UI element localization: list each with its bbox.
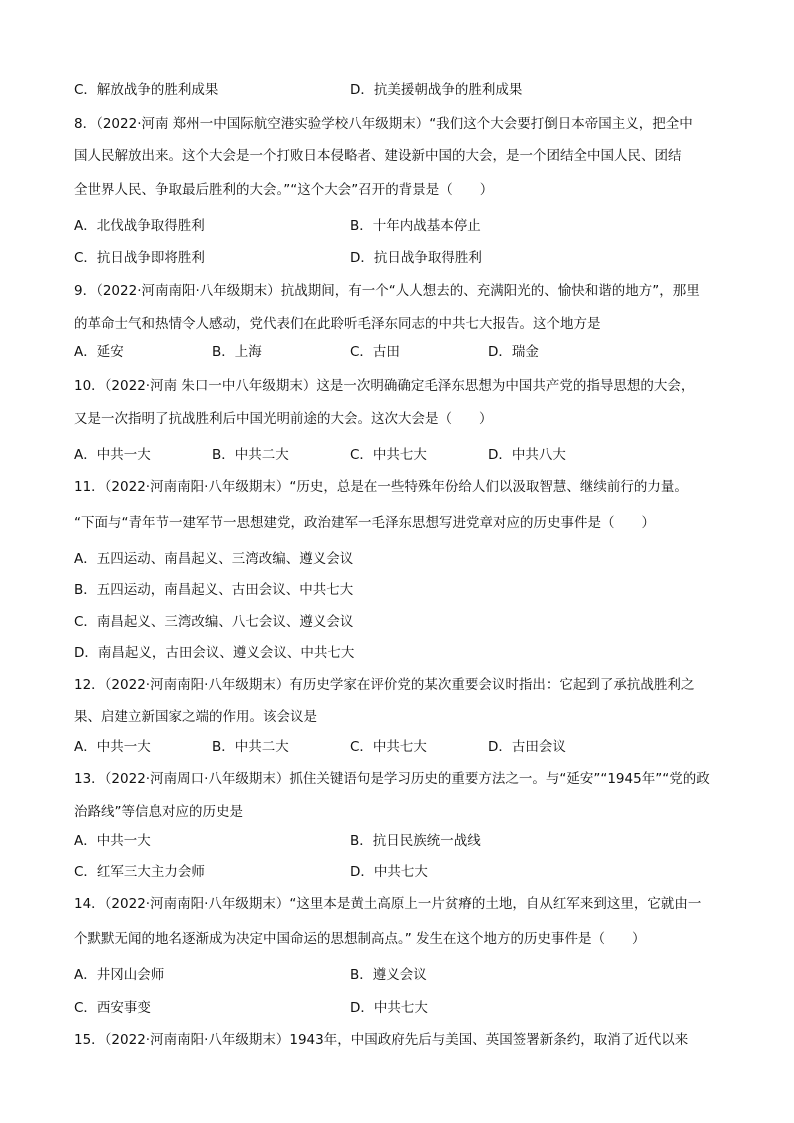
q12-option-a: A．中共一大: [74, 739, 151, 755]
q11-option-c: C．南昌起义、三湾改编、八七会议、遵义会议: [74, 614, 354, 630]
q15-stem-line-1: 15．（2022·河南南阳·八年级期末）1943年，中国政府先后与美国、英国签署新条约，取消了近代以来: [74, 1032, 689, 1048]
q11-option-b: B．五四运动，南昌起义、古田会议、中共七大: [74, 582, 354, 598]
q14-option-c: C．西安事变: [74, 1000, 151, 1016]
q10-stem-line-2: 又是一次指明了抗战胜利后中国光明前途的大会。这次大会是（ ）: [74, 411, 493, 427]
q8-stem-line-3: 全世界人民、争取最后胜利的大会。”“这个大会”召开的背景是（ ）: [74, 182, 494, 198]
q13-option-a: A．中共一大: [74, 833, 151, 849]
q11-option-d: D．南昌起义，古田会议、遵义会议、中共七大: [74, 645, 355, 661]
q14-stem-line-1: 14．（2022·河南南阳·八年级期末）“这里本是黄土高原上一片贫瘠的土地，自从红军来到这里，它就由一: [74, 896, 702, 912]
q14-option-b: B．遵义会议: [350, 967, 427, 983]
q11-option-a: A．五四运动、南昌起义、三湾改编、遵义会议: [74, 551, 354, 567]
q10-option-c: C．中共七大: [350, 447, 427, 463]
q8-option-a: A．北伐战争取得胜利: [74, 218, 205, 234]
q10-stem-line-1: 10．（2022·河南 朱口一中八年级期末）这是一次明确确定毛泽东思想为中国共产党的指导思想的大会，: [74, 378, 695, 394]
q14-option-a: A．井冈山会师: [74, 967, 165, 983]
q13-stem-line-2: 治路线”等信息对应的历史是: [74, 804, 243, 820]
q8-option-c: C．抗日战争即将胜利: [74, 250, 205, 266]
q14-option-d: D．中共七大: [350, 1000, 428, 1016]
q12-option-b: B．中共二大: [212, 739, 289, 755]
q8-option-b: B．十年内战基本停止: [350, 218, 481, 234]
q14-stem-line-2: 个默默无闻的地名逐渐成为决定中国命运的思想制高点。” 发生在这个地方的历史事件是（ ）: [74, 931, 646, 947]
q9-option-b: B．上海: [212, 344, 262, 360]
q7-option-c: C．解放战争的胜利成果: [74, 82, 219, 98]
q12-stem-line-1: 12．（2022·河南南阳·八年级期末）有历史学家在评价党的某次重要会议时指出：它起到了承抗战胜利之: [74, 677, 695, 693]
q8-option-d: D．抗日战争取得胜利: [350, 250, 482, 266]
q9-stem-line-1: 9．（2022·河南南阳·八年级期末）抗战期间，有一个“人人想去的、充满阳光的、愉快和谐的地方”，那里: [74, 283, 700, 299]
q13-stem-line-1: 13．（2022·河南周口·八年级期末）抓住关键语句是学习历史的重要方法之一。与“延安”“1945年”“党的政: [74, 771, 710, 787]
q10-option-b: B．中共二大: [212, 447, 289, 463]
q10-option-d: D．中共八大: [488, 447, 566, 463]
q7-option-d: D．抗美援朝战争的胜利成果: [350, 82, 523, 98]
q13-option-c: C．红军三大主力会师: [74, 864, 205, 880]
q11-stem-line-2: “下面与“青年节一建军节一思想建党，政治建军一毛泽东思想写进党章对应的历史事件是（ ）: [74, 515, 655, 531]
q13-option-b: B．抗日民族统一战线: [350, 833, 481, 849]
q9-option-a: A．延安: [74, 344, 124, 360]
q13-option-d: D．中共七大: [350, 864, 428, 880]
q8-stem-line-1: 8．（2022·河南 郑州一中国际航空港实验学校八年级期末）“我们这个大会要打倒日本帝国主义，把全中: [74, 116, 693, 132]
q8-stem-line-2: 国人民解放出来。这个大会是一个打败日本侵略者、建设新中国的大会，是一个团结全中国人民、团结: [74, 148, 682, 164]
q12-option-c: C．中共七大: [350, 739, 427, 755]
q12-stem-line-2: 果、启建立新国家之端的作用。该会议是: [74, 709, 317, 725]
q10-option-a: A．中共一大: [74, 447, 151, 463]
q9-option-c: C．古田: [350, 344, 400, 360]
q9-stem-line-2: 的革命士气和热情令人感动，党代表们在此聆听毛泽东同志的中共七大报告。这个地方是: [74, 316, 601, 332]
q9-option-d: D．瑞金: [488, 344, 539, 360]
q11-stem-line-1: 11．（2022·河南南阳·八年级期末）“历史，总是在一些特殊年份给人们以汲取智慧、继续前行的力量。: [74, 479, 688, 495]
q12-option-d: D．古田会议: [488, 739, 566, 755]
